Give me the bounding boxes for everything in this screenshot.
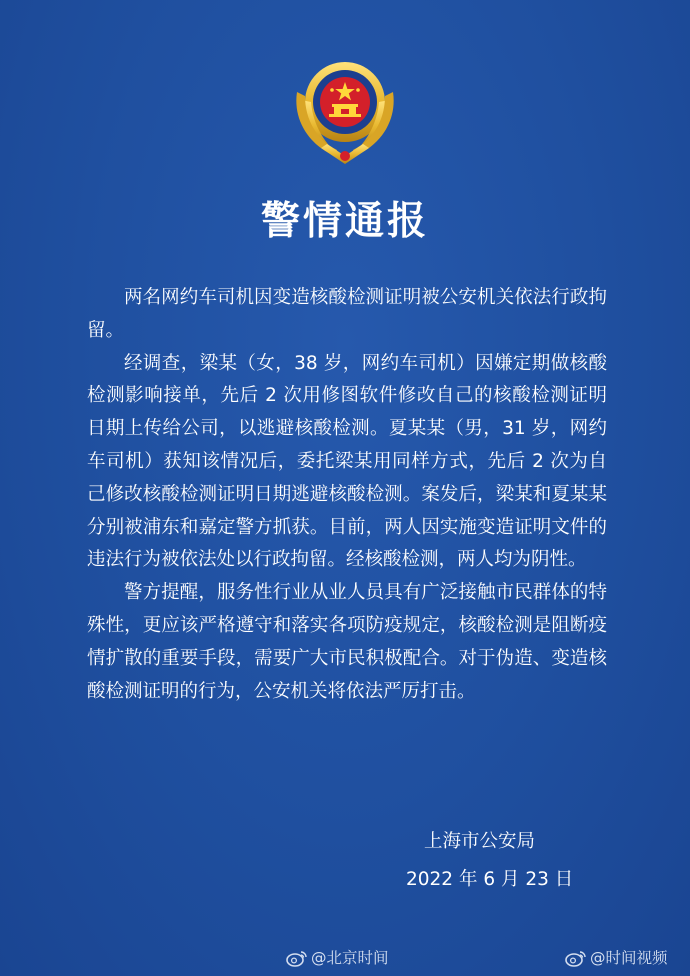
watermark-right-text: @时间视频 — [590, 949, 668, 967]
police-emblem-icon — [283, 52, 407, 170]
notice-paragraph: 警方提醒，服务性行业从业人员具有广泛接触市民群体的特殊性，更应该严格遵守和落实各项防疫规定，核酸检测是阻断疫情扩散的重要手段，需要广大市民积极配合。对于伪造、变造核酸检测证明的行为，公安机关将依法严厉打击。 — [87, 582, 607, 702]
signature-date: 2022 年 6 月 23 日 — [406, 869, 574, 890]
notice-title: 警情通报 — [260, 199, 429, 244]
watermark-right — [565, 948, 668, 968]
weibo-icon — [565, 949, 587, 967]
watermark-left — [286, 948, 389, 968]
notice-paragraph: 两名网约车司机因变造核酸检测证明被公安机关依法行政拘留。 — [87, 287, 607, 341]
notice-paragraph: 经调查，梁某（女，38 岁，网约车司机）因嫌定期做核酸检测影响接单，先后 2 次用修图软件修改自己的核酸检测证明日期上传给公司，以逃避核酸检测。夏某某（男，31 岁，网约车司机）获知该情况后，委托梁某用同样方式，先后 2 次为自己修改核酸检测证明日期逃避核酸检测。案发后，梁某和夏某某分别被浦东和嘉定警方抓获。目前，两人因实施变造证明文件的违法行为被依法处以行政拘留。经核酸检测，两人均为阴性。 — [87, 352, 607, 571]
notice-body — [87, 282, 607, 708]
signature-org: 上海市公安局 — [424, 831, 536, 852]
watermark-left-text: @北京时间 — [311, 949, 389, 967]
weibo-icon — [286, 949, 308, 967]
